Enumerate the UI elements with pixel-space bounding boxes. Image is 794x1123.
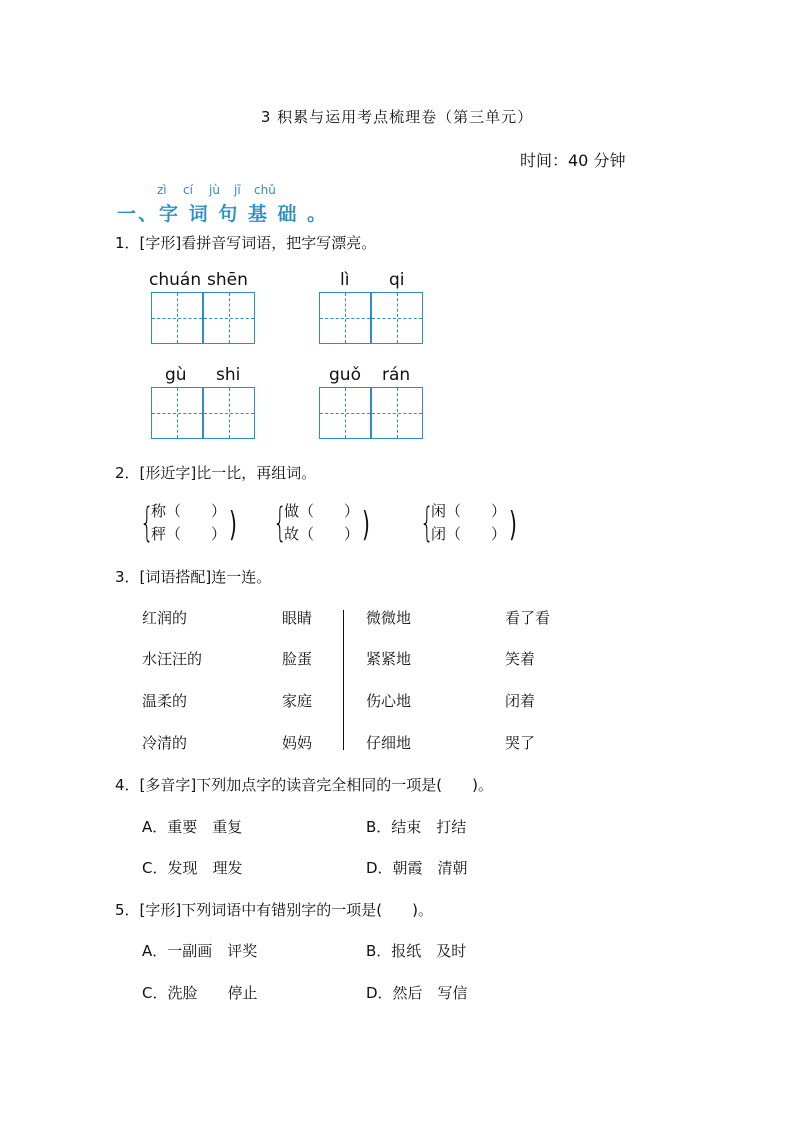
option-b[interactable]: B．报纸 及时 (366, 942, 467, 960)
pinyin-label: gù (165, 365, 187, 385)
question-3: 3．[词语搭配]连一连。 (115, 568, 272, 586)
section-heading: 一、字 词 句 基 础 。 (117, 203, 329, 225)
match-word[interactable]: 仔细地 (366, 734, 412, 752)
left-brace: { (273, 500, 287, 546)
writing-grid-cell[interactable] (203, 387, 255, 439)
right-paren: ) (362, 505, 370, 545)
match-word[interactable]: 冷清的 (142, 734, 188, 752)
pinyin-label: qi (389, 270, 405, 290)
question-5: 5．[字形]下列词语中有错别字的一项是( )。 (115, 901, 433, 919)
compare-char: 闭（ ） (431, 525, 507, 543)
section-pinyin: jù (209, 183, 220, 197)
writing-grid-cell[interactable] (371, 387, 423, 439)
writing-grid-cell[interactable] (203, 292, 255, 344)
writing-grid-cell[interactable] (319, 292, 371, 344)
pinyin-label: shēn (207, 270, 248, 290)
match-word[interactable]: 妈妈 (282, 734, 313, 752)
compare-char: 做（ ） (284, 502, 360, 520)
section-pinyin: chǔ (254, 183, 276, 197)
option-c[interactable]: C．发现 理发 (142, 859, 243, 877)
match-word[interactable]: 眼睛 (282, 609, 313, 627)
option-d[interactable]: D．朝霞 清朝 (366, 859, 468, 877)
question-1: 1．[字形]看拼音写词语，把字写漂亮。 (115, 234, 377, 252)
pinyin-label: guǒ (329, 365, 361, 385)
option-a[interactable]: A．一副画 评奖 (142, 942, 258, 960)
section-pinyin: cí (183, 183, 193, 197)
time-limit: 时间：40 分钟 (520, 151, 626, 170)
question-4: 4．[多音字]下列加点字的读音完全相同的一项是( )。 (115, 776, 493, 794)
pinyin-label: shi (216, 365, 241, 385)
writing-grid-cell[interactable] (371, 292, 423, 344)
match-word[interactable]: 红润的 (142, 609, 188, 627)
compare-char: 称（ ） (151, 502, 227, 520)
left-brace: { (140, 500, 154, 546)
left-brace: { (420, 500, 434, 546)
section-pinyin: jī (234, 183, 241, 197)
match-word[interactable]: 微微地 (366, 609, 412, 627)
match-word[interactable]: 看了看 (505, 609, 551, 627)
option-c[interactable]: C．洗脸 停止 (142, 984, 258, 1002)
right-paren: ) (509, 505, 517, 545)
pinyin-label: chuán (149, 270, 202, 290)
pinyin-label: lì (340, 270, 350, 290)
question-2: 2．[形近字]比一比，再组词。 (115, 464, 317, 482)
match-word[interactable]: 家庭 (282, 692, 313, 710)
match-word[interactable]: 笑着 (505, 650, 536, 668)
writing-grid-cell[interactable] (319, 387, 371, 439)
option-a[interactable]: A．重要 重复 (142, 818, 243, 836)
match-word[interactable]: 闭着 (505, 692, 536, 710)
compare-char: 秤（ ） (151, 525, 227, 543)
section-pinyin: zì (157, 183, 167, 197)
compare-char: 闲（ ） (431, 502, 507, 520)
option-d[interactable]: D．然后 写信 (366, 984, 468, 1002)
page-title: 3 积累与运用考点梳理卷（第三单元） (260, 108, 534, 126)
match-word[interactable]: 脸蛋 (282, 650, 313, 668)
pinyin-label: rán (382, 365, 411, 385)
match-word[interactable]: 哭了 (505, 734, 536, 752)
writing-grid-cell[interactable] (151, 292, 203, 344)
divider-line (343, 610, 344, 750)
match-word[interactable]: 水汪汪的 (142, 650, 203, 668)
compare-char: 故（ ） (284, 525, 360, 543)
right-paren: ) (229, 505, 237, 545)
option-b[interactable]: B．结束 打结 (366, 818, 467, 836)
match-word[interactable]: 伤心地 (366, 692, 412, 710)
writing-grid-cell[interactable] (151, 387, 203, 439)
match-word[interactable]: 温柔的 (142, 692, 188, 710)
match-word[interactable]: 紧紧地 (366, 650, 412, 668)
